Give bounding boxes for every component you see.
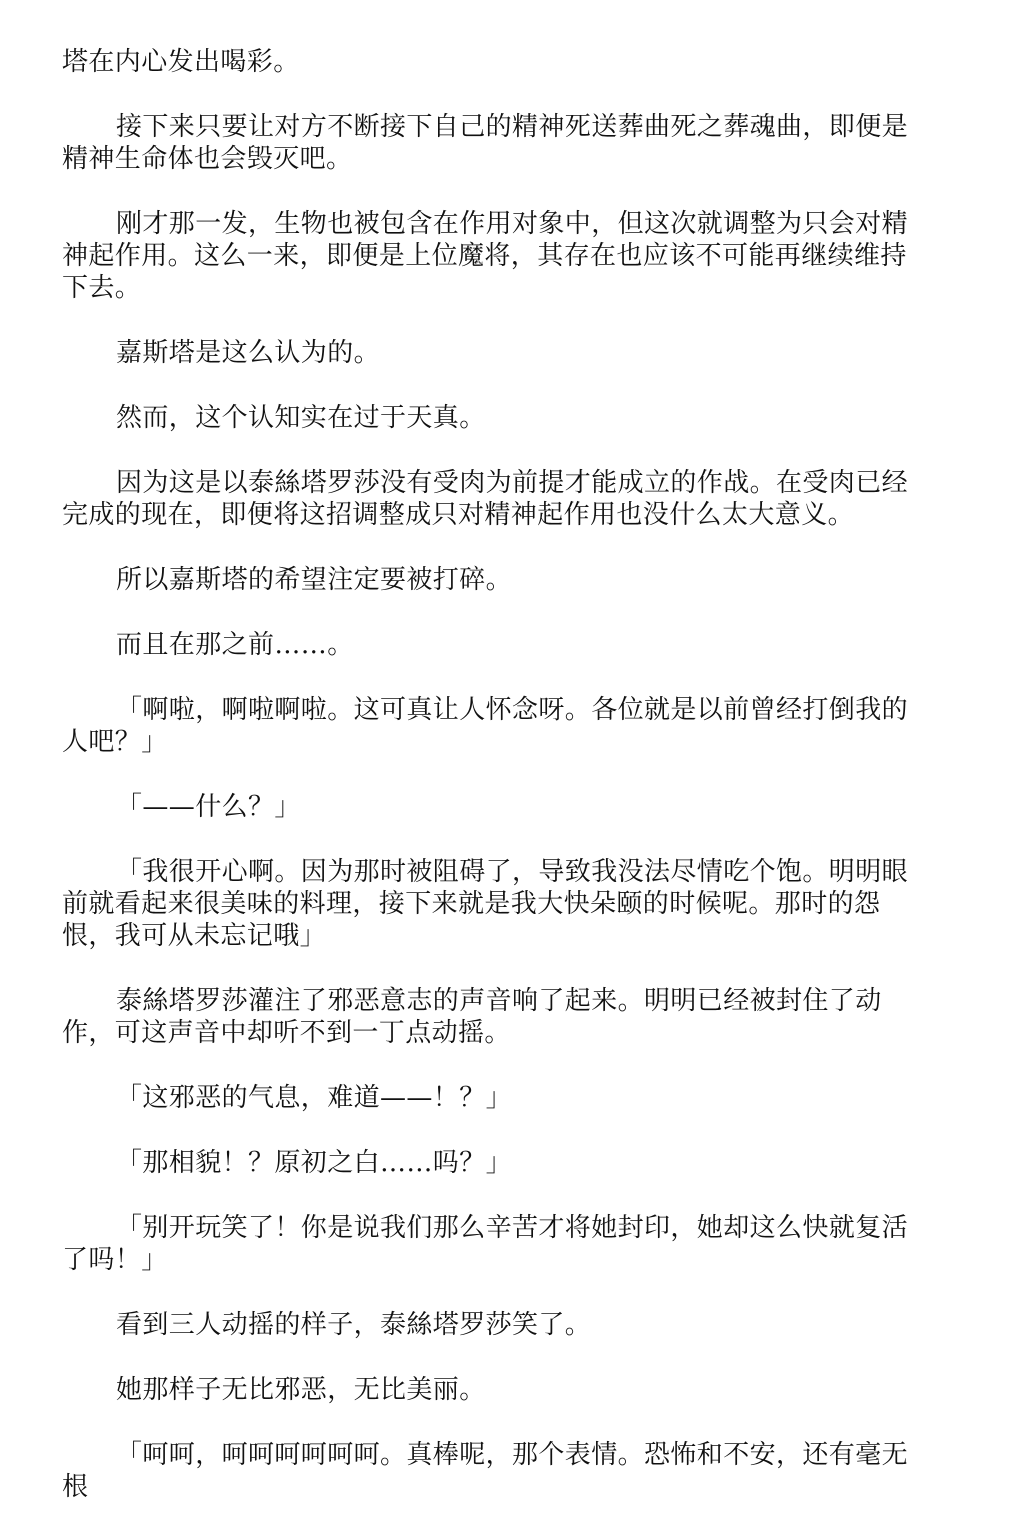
paragraph: 「这邪恶的气息，难道——！？」 [116,1083,513,1113]
paragraph: 「啊啦，啊啦啊啦。这可真让人怀念呀。各位就是以前曾经打倒我的人吧？」 [62,695,909,757]
paragraph: 「——什么？」 [116,792,301,822]
paragraph: 接下来只要让对方不断接下自己的精神死送葬曲死之葬魂曲，即便是精神生命体也会毁灭吧。 [62,112,909,174]
paragraph: 「我很开心啊。因为那时被阻碍了，导致我没法尽情吃个饱。明明眼前就看起来很美味的料理，接下来就是我大快朵颐的时候呢。那时的怨恨，我可从未忘记哦」 [62,857,909,951]
paragraph: 所以嘉斯塔的希望注定要被打碎。 [116,565,513,595]
paragraph: 嘉斯塔是这么认为的。 [116,338,381,368]
paragraph: 「别开玩笑了！你是说我们那么辛苦才将她封印，她却这么快就复活了吗！」 [62,1213,909,1275]
paragraph: 泰絲塔罗莎灌注了邪恶意志的声音响了起来。明明已经被封住了动作，可这声音中却听不到一丁点动摇。 [62,986,882,1048]
paragraph: 刚才那一发，生物也被包含在作用对象中，但这次就调整为只会对精神起作用。这么一来，即便是上位魔将，其存在也应该不可能再继续维持下去。 [62,209,909,303]
paragraph: 因为这是以泰絲塔罗莎没有受肉为前提才能成立的作战。在受肉已经完成的现在，即便将这招调整成只对精神起作用也没什么太大意义。 [62,468,909,530]
paragraph: 「那相貌！？原初之白……吗？」 [116,1148,513,1178]
paragraph: 「呵呵，呵呵呵呵呵呵。真棒呢，那个表情。恐怖和不安，还有毫无根 [62,1440,909,1502]
paragraph: 她那样子无比邪恶，无比美丽。 [116,1375,486,1405]
paragraph: 然而，这个认知实在过于天真。 [116,403,486,433]
document-page [62,46,930,1536]
paragraph: 而且在那之前……。 [116,630,354,660]
paragraph: 塔在内心发出喝彩。 [62,47,300,77]
paragraph: 看到三人动摇的样子，泰絲塔罗莎笑了。 [116,1310,592,1340]
